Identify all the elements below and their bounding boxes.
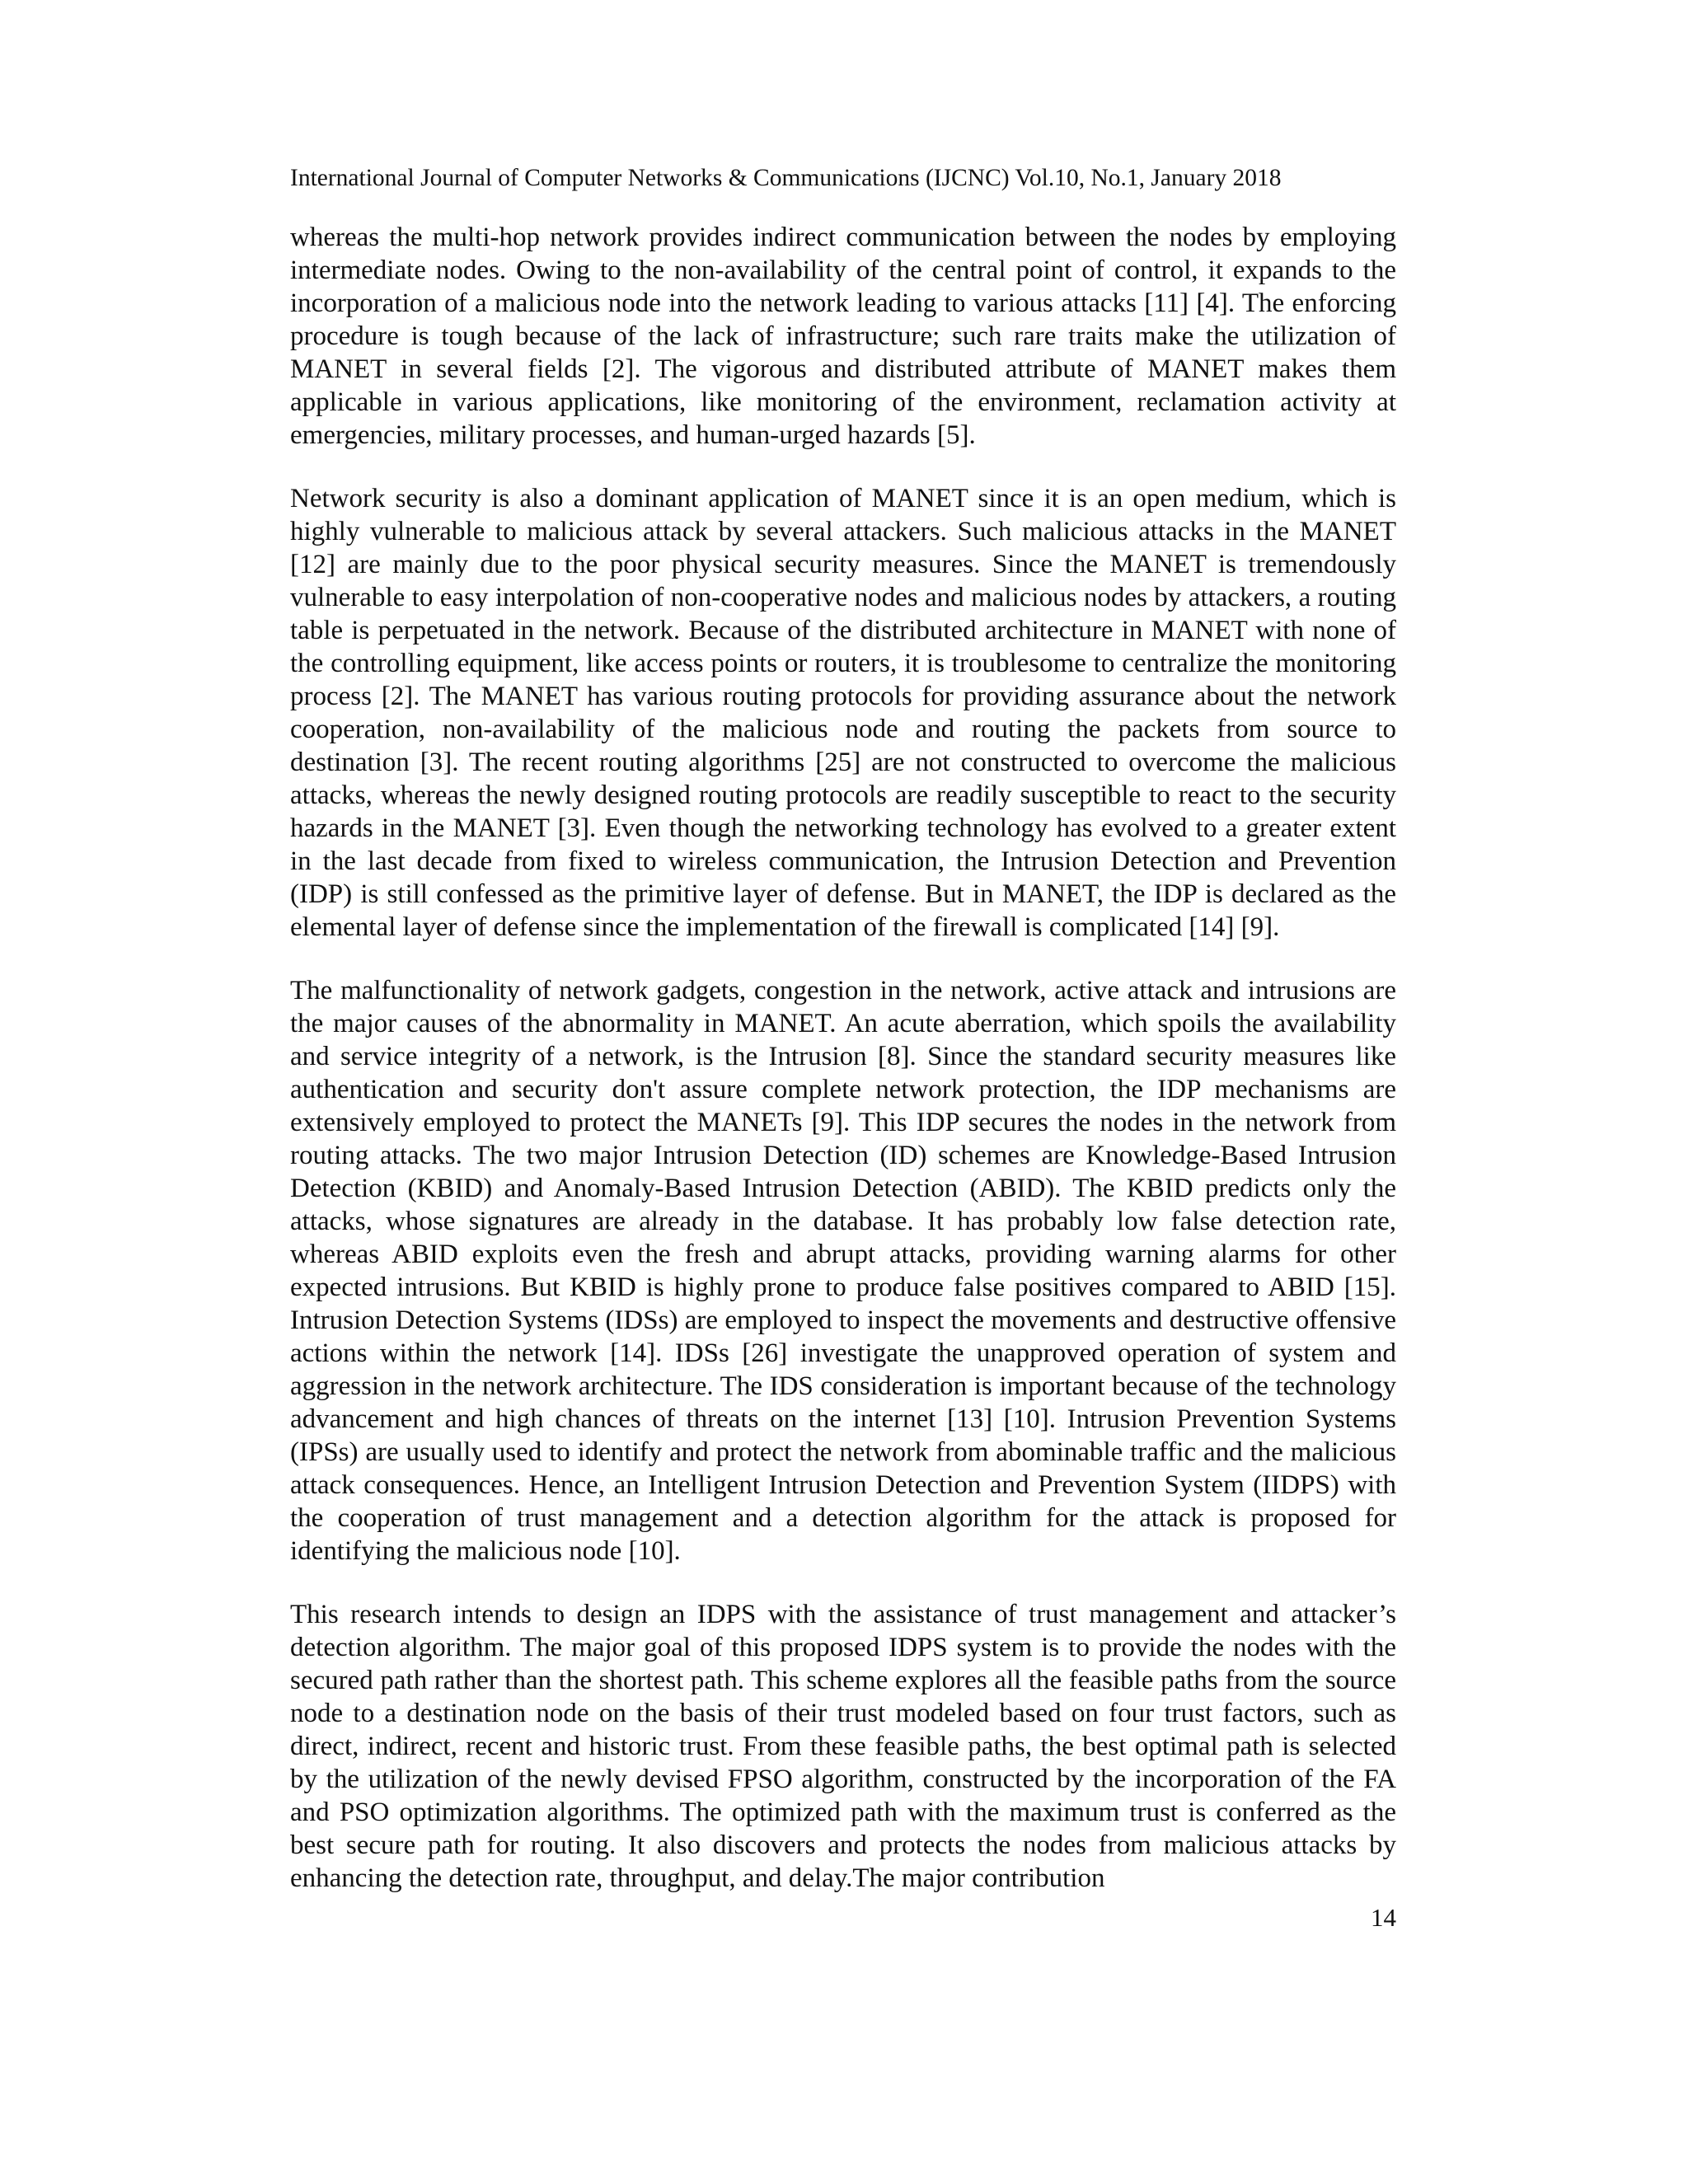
paragraph-manet-overview: whereas the multi-hop network provides indirect communication between the nodes by employing intermediate nodes. Owing to the non-availability of the central point of control, it expands to the incorporation of a malicious node into the network leading to various attacks [11] [4]. The enforcing procedure is tough because of the lack of infrastructure; such rare traits make the utilization of MANET in several fields [2]. The vigorous and distributed attribute of MANET makes them applicable in various applications, like monitoring of the environment, reclamation activity at emergencies, military processes, and human-urged hazards [5]. bbox=[290, 223, 1396, 450]
paragraph-intrusion-detection: The malfunctionality of network gadgets, congestion in the network, active attack and intrusions are the major causes of the abnormality in MANET. An acute aberration, which spoils the availability and service integrity of a network, is the Intrusion [8]. Since the standard security measures like authentication and security don't assure complete network protection, the IDP mechanisms are extensively employed to protect the MANETs [9]. This IDP secures the nodes in the network from routing attacks. The two major Intrusion Detection (ID) schemes are Knowledge-Based Intrusion Detection (KBID) and Anomaly-Based Intrusion Detection (ABID). The KBID predicts only the attacks, whose signatures are already in the database. It has probably low false detection rate, whereas ABID exploits even the fresh and abrupt attacks, providing warning alarms for other expected intrusions. But KBID is highly prone to produce false positives compared to ABID [15]. Intrusion Detection Systems (IDSs) are employed to inspect the movements and destructive offensive actions within the network [14]. IDSs [26] investigate the unapproved operation of system and aggression in the network architecture. The IDS consideration is important because of the technology advancement and high chances of threats on the internet [13] [10]. Intrusion Prevention Systems (IPSs) are usually used to identify and protect the network from abominable traffic and the malicious attack consequences. Hence, an Intelligent Intrusion Detection and Prevention System (IIDPS) with the cooperation of trust management and a detection algorithm for the attack is proposed for identifying the malicious node [10]. bbox=[290, 976, 1396, 1566]
paragraph-network-security: Network security is also a dominant application of MANET since it is an open medium, which is highly vulnerable to malicious attack by several attackers. Such malicious attacks in the MANET [12] are mainly due to the poor physical security measures. Since the MANET is tremendously vulnerable to easy interpolation of non-cooperative nodes and malicious nodes by attackers, a routing table is perpetuated in the network. Because of the distributed architecture in MANET with none of the controlling equipment, like access points or routers, it is troublesome to centralize the monitoring process [2]. The MANET has various routing protocols for providing assurance about the network cooperation, non-availability of the malicious node and routing the packets from source to destination [3]. The recent routing algorithms [25] are not constructed to overcome the malicious attacks, whereas the newly designed routing protocols are readily susceptible to react to the security hazards in the MANET [3]. Even though the networking technology has evolved to a greater extent in the last decade from fixed to wireless communication, the Intrusion Detection and Prevention (IDP) is still confessed as the primitive layer of defense. But in MANET, the IDP is declared as the elemental layer of defense since the implementation of the firewall is complicated [14] [9]. bbox=[290, 484, 1396, 942]
body-text bbox=[290, 221, 1396, 1895]
paragraph-research-intent: This research intends to design an IDPS with the assistance of trust management and attacker’s detection algorithm. The major goal of this proposed IDPS system is to provide the nodes with the secured path rather than the shortest path. This scheme explores all the feasible paths from the source node to a destination node on the basis of their trust modeled based on four trust factors, such as direct, indirect, recent and historic trust. From these feasible paths, the best optimal path is selected by the utilization of the newly devised FPSO algorithm, constructed by the incorporation of the FA and PSO optimization algorithms. The optimized path with the maximum trust is conferred as the best secure path for routing. It also discovers and protects the nodes from malicious attacks by enhancing the detection rate, throughput, and delay.The major contribution bbox=[290, 1600, 1396, 1893]
page-number: 14 bbox=[1371, 1903, 1396, 1932]
running-header: International Journal of Computer Networks & Communications (IJCNC) Vol.10, No.1, January 2018 bbox=[290, 165, 1282, 191]
